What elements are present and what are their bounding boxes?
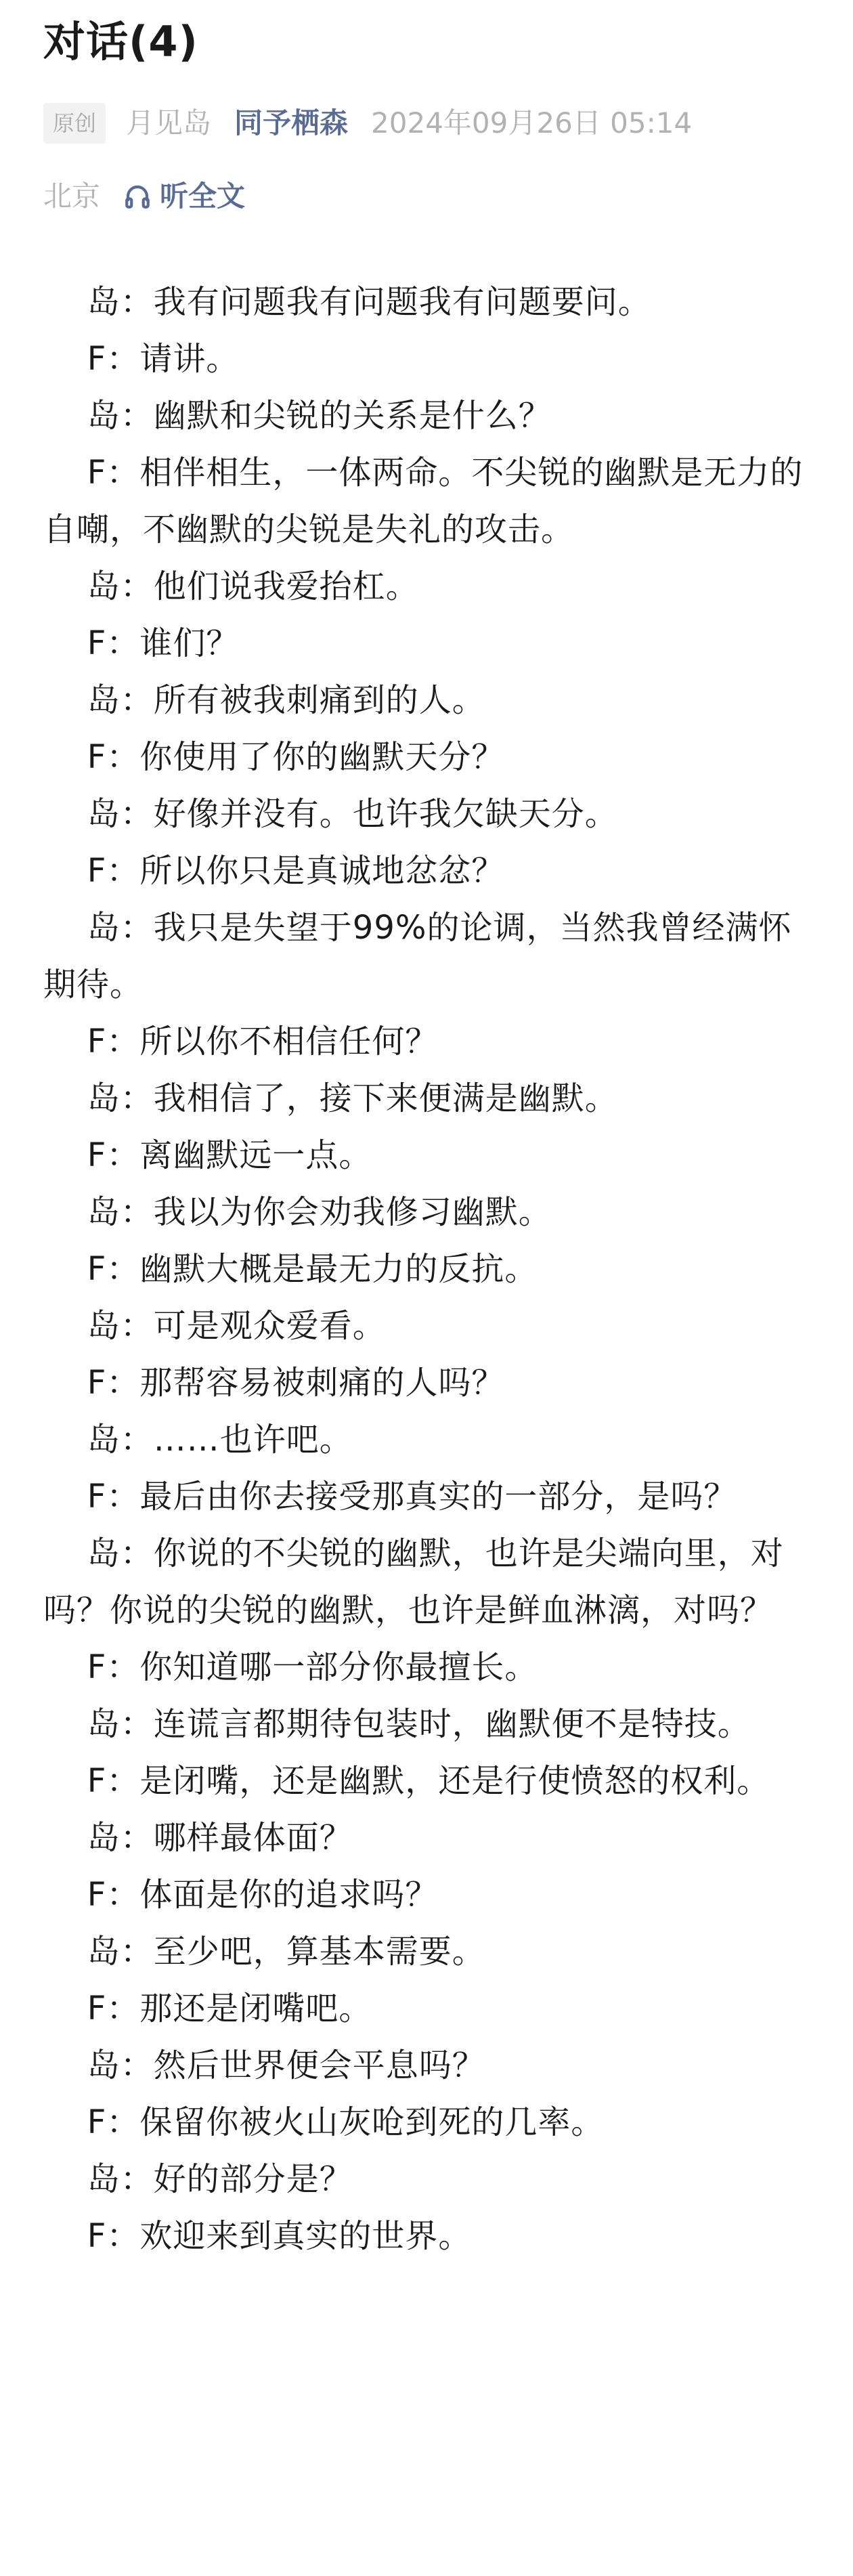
original-badge: 原创 <box>43 103 106 144</box>
dialogue-line: 岛：你说的不尖锐的幽默，也许是尖端向里，对吗？你说的尖锐的幽默，也许是鲜血淋漓，对吗？ <box>43 1534 784 1629</box>
listen-full-label: 听全文 <box>160 179 246 213</box>
dialogue-line: F：是闭嘴，还是幽默，还是行使愤怒的权利。 <box>87 1762 770 1800</box>
dialogue-line: F：那帮容易被刺痛的人吗？ <box>87 1364 505 1402</box>
dialogue-line: 岛：我只是失望于99%的论调，当然我曾经满怀期待。 <box>43 909 792 1004</box>
article-body <box>43 274 810 2264</box>
dialogue-line: F：欢迎来到真实的世界。 <box>87 2217 472 2255</box>
dialogue-line: 岛：可是观众爱看。 <box>87 1307 386 1345</box>
dialogue-line: 岛：幽默和尖锐的关系是什么？ <box>87 397 552 435</box>
dialogue-line: 岛：……也许吧。 <box>87 1421 353 1459</box>
dialogue-line: F：你知道哪一部分你最擅长。 <box>87 1648 538 1686</box>
dialogue-line: F：最后由你去接受那真实的一部分，是吗？ <box>87 1478 737 1516</box>
dialogue-line: 岛：我相信了，接下来便满是幽默。 <box>87 1079 618 1117</box>
dialogue-line: 岛：我有问题我有问题我有问题要问。 <box>87 283 651 321</box>
dialogue-line: 岛：连谎言都期待包装时，幽默便不是特技。 <box>87 1705 751 1743</box>
location-label: 北京 <box>43 179 101 213</box>
listen-full-button[interactable] <box>123 175 245 218</box>
dialogue-line: 岛：我以为你会劝我修习幽默。 <box>87 1193 552 1231</box>
dialogue-line: F：所以你不相信任何？ <box>87 1023 439 1060</box>
publish-datetime: 2024年09月26日 05:14 <box>371 106 693 139</box>
dialogue-line: 岛：他们说我爱抬杠。 <box>87 567 419 605</box>
dialogue-line: F：所以你只是真诚地忿忿？ <box>87 852 505 890</box>
dialogue-line: 岛：至少吧，算基本需要。 <box>87 1933 485 1971</box>
dialogue-line: F：请讲。 <box>87 340 240 378</box>
dialogue-line: F：幽默大概是最无力的反抗。 <box>87 1250 538 1288</box>
dialogue-line: 岛：好像并没有。也许我欠缺天分。 <box>87 795 618 833</box>
dialogue-line: F：保留你被火山灰呛到死的几率。 <box>87 2103 605 2141</box>
dialogue-line: 岛：所有被我刺痛到的人。 <box>87 681 485 719</box>
account-name-link[interactable]: 同予栖森 <box>234 106 349 139</box>
dialogue-line: 岛：然后世界便会平息吗？ <box>87 2046 485 2084</box>
dialogue-line: 岛：哪样最体面？ <box>87 1819 353 1857</box>
author-name: 月见岛 <box>126 106 212 139</box>
dialogue-line: F：谁们？ <box>87 624 240 662</box>
dialogue-line: 岛：好的部分是？ <box>87 2160 353 2198</box>
dialogue-line: F：相伴相生，一体两命。不尖锐的幽默是无力的自嘲，不幽默的尖锐是失礼的攻击。 <box>43 454 804 549</box>
dialogue-line: F：那还是闭嘴吧。 <box>87 1990 372 2027</box>
article-title: 对话(4) <box>43 17 198 66</box>
article-meta <box>43 102 802 218</box>
headphones-icon <box>123 182 152 211</box>
dialogue-line: F：你使用了你的幽默天分？ <box>87 738 505 776</box>
dialogue-line: F：离幽默远一点。 <box>87 1136 372 1174</box>
dialogue-line: F：体面是你的追求吗？ <box>87 1876 439 1914</box>
